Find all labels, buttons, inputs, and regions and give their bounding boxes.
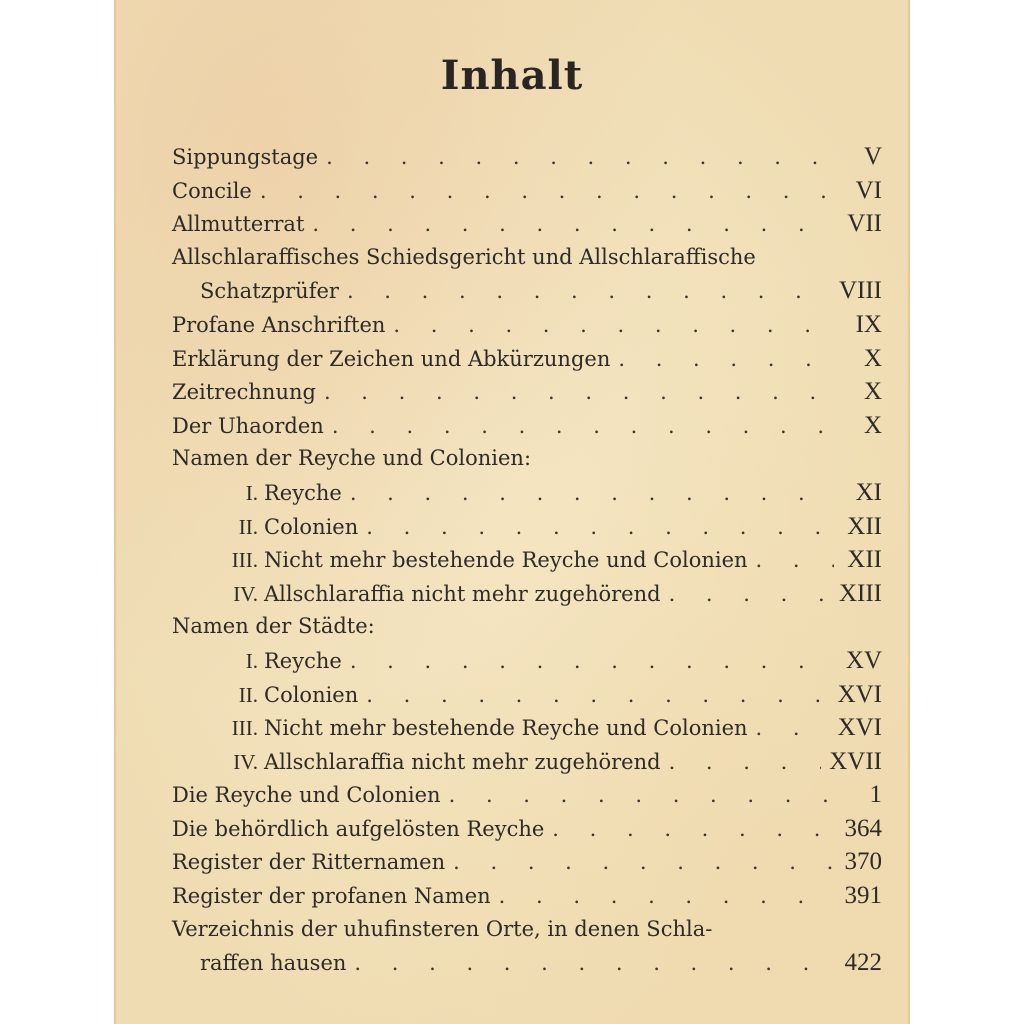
dot-leader: [393, 309, 834, 343]
toc-page-number: XVI: [837, 680, 882, 708]
toc-page-number: XVII: [829, 747, 882, 775]
dot-leader: [350, 477, 834, 511]
dot-leader: [669, 578, 831, 612]
toc-label: Zeitrechnung: [172, 380, 316, 405]
toc-label: Profane Anschriften: [172, 312, 386, 337]
toc-entry: [172, 879, 882, 913]
toc-subentry: [172, 577, 882, 611]
toc-label: Die Reyche und Colonien: [172, 783, 441, 808]
dot-leader: [347, 275, 831, 309]
toc-label: Der Uhaorden: [172, 413, 324, 438]
toc-page-number: XV: [845, 646, 882, 674]
toc-label: Sippungstage: [172, 145, 319, 169]
toc-label: Die behördlich aufgelösten Reyche: [172, 816, 545, 841]
toc-label: Nicht mehr bestehende Reyche und Colonien: [264, 716, 748, 741]
toc-label-continued: raffen hausen: [200, 951, 347, 976]
toc-page-number: X: [863, 344, 882, 372]
roman-numeral: IV.: [233, 749, 258, 774]
section-heading-staedte: [172, 610, 882, 644]
toc-label: Verzeichnis der uhufinsteren Orte, in denen Schla-: [172, 916, 713, 941]
toc-label: Colonien: [264, 682, 359, 707]
subentry-label-group: [212, 477, 342, 511]
toc-entry: [172, 375, 882, 409]
toc-entry-line1: [172, 241, 882, 275]
toc-subentry: [172, 476, 882, 510]
roman-numeral: III.: [231, 716, 258, 741]
dot-leader: [350, 645, 834, 679]
toc-subentry: [172, 745, 882, 779]
toc-entry: [172, 308, 882, 342]
toc-entry: [172, 174, 882, 208]
toc-entry: [172, 409, 882, 443]
dot-leader: [449, 779, 834, 813]
toc-page-number: X: [863, 378, 882, 406]
page-title: Inhalt: [440, 52, 584, 99]
toc-label: Erklärung der Zeichen und Abkürzungen: [172, 346, 611, 371]
dot-leader: [324, 376, 834, 410]
subentry-label-group: [212, 511, 358, 545]
toc-page-number: XIII: [838, 579, 882, 607]
toc-subentry: [172, 644, 882, 678]
toc-page-number: 364: [844, 814, 882, 842]
toc-entry: [172, 812, 882, 846]
roman-numeral: III.: [231, 548, 258, 573]
toc-page-number: XII: [847, 512, 882, 540]
toc-page-number: IX: [855, 310, 882, 338]
toc-page-number: X: [863, 411, 882, 439]
dot-leader: [366, 511, 834, 545]
toc-subentry: [172, 678, 882, 712]
dot-leader: [499, 880, 834, 914]
toc-entry: [172, 207, 882, 241]
subentry-label-group: [212, 712, 748, 746]
toc-page-number: 391: [844, 882, 882, 910]
dot-leader: [354, 947, 834, 981]
roman-numeral: I.: [245, 648, 258, 673]
toc-label: Reyche: [264, 648, 342, 673]
subentry-label-group: [212, 645, 342, 679]
toc-entry: [172, 778, 882, 812]
roman-numeral: IV.: [233, 581, 258, 606]
dot-leader: [618, 343, 834, 377]
toc-page-number: 1: [869, 781, 882, 809]
toc-entry-line1: [172, 913, 882, 947]
toc-subentry: [172, 711, 882, 745]
dot-leader: [366, 679, 829, 713]
subentry-label-group: [212, 746, 661, 780]
toc-label: Concile: [172, 178, 252, 203]
toc-page-number: XI: [855, 478, 882, 506]
toc-page-number: V: [863, 143, 882, 170]
section-heading: Namen der Städte:: [172, 614, 375, 639]
toc-entry: [172, 342, 882, 376]
toc-label-continued: Schatzprüfer: [200, 279, 339, 304]
toc-page-number: XVI: [837, 714, 882, 742]
dot-leader: [326, 141, 834, 175]
dot-leader: [312, 208, 834, 242]
toc-label: Allschlaraffia nicht mehr zugehörend: [264, 581, 661, 606]
toc-page-number: 422: [844, 949, 882, 977]
toc-label: Register der Ritternamen: [172, 850, 446, 875]
roman-numeral: I.: [245, 480, 258, 505]
toc-page-number: VI: [855, 176, 882, 204]
toc-label: Register der profanen Namen: [172, 884, 491, 909]
toc-label: Reyche: [264, 480, 342, 505]
dot-leader: [669, 746, 822, 780]
roman-numeral: II.: [238, 682, 258, 707]
toc-page-number: XII: [847, 546, 882, 574]
toc-page-number: VII: [847, 210, 882, 238]
toc-entry-line2: [172, 946, 882, 980]
table-of-contents: [172, 140, 882, 980]
toc-entry: [172, 845, 882, 879]
dot-leader: [552, 813, 834, 847]
dot-leader: [332, 410, 834, 444]
roman-numeral: II.: [238, 514, 258, 539]
section-heading-reyche: [172, 442, 882, 476]
toc-page-number: VIII: [838, 277, 882, 305]
subentry-label-group: [212, 679, 358, 713]
toc-label: Nicht mehr bestehende Reyche und Colonien: [264, 548, 748, 573]
subentry-label-group: [212, 544, 748, 578]
toc-label: Allmutterrat: [172, 212, 305, 237]
toc-entry: [172, 140, 882, 174]
toc-page-number: 370: [844, 848, 882, 876]
toc-label: Allschlaraffia nicht mehr zugehörend: [264, 749, 661, 774]
dot-leader: [260, 175, 834, 209]
dot-leader: [756, 544, 834, 578]
dot-leader: [756, 712, 830, 746]
section-heading: Namen der Reyche und Colonien:: [172, 446, 532, 471]
toc-label: Allschlaraffisches Schiedsgericht und Allschlaraffische: [172, 244, 756, 269]
book-page: [114, 0, 910, 1024]
toc-label: Colonien: [264, 514, 359, 539]
toc-subentry: [172, 510, 882, 544]
toc-entry-line2: [172, 274, 882, 308]
subentry-label-group: [212, 578, 661, 612]
dot-leader: [453, 846, 834, 880]
toc-subentry: [172, 543, 882, 577]
